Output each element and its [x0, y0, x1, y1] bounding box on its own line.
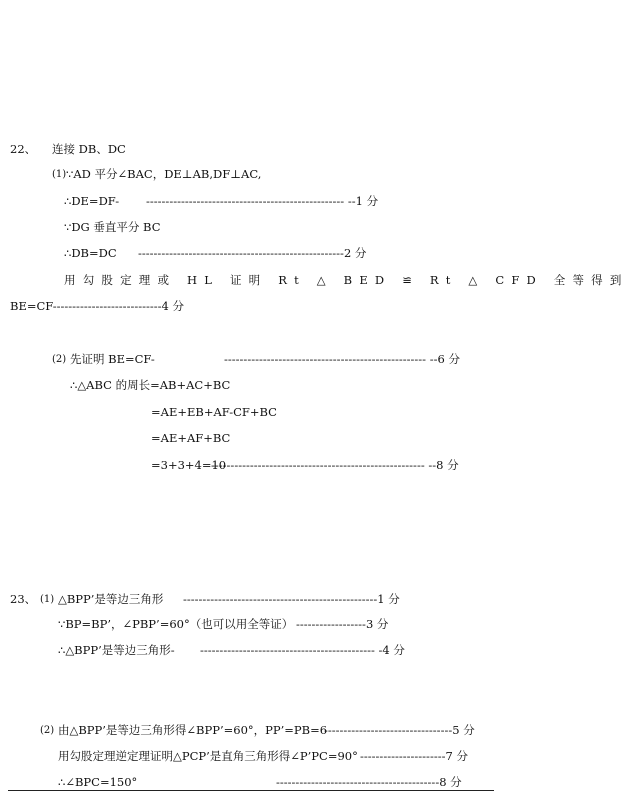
- q23-part2-mark: (2): [40, 725, 55, 736]
- q23-part2-line2-score: ----------------------7 分: [360, 749, 468, 763]
- q22-part2-mark: (2): [52, 354, 67, 365]
- q23-part1-mark: (1): [40, 594, 55, 605]
- q23-part2-line1-score: ---------------------------------5 分: [324, 723, 475, 737]
- q22-number: 22、: [10, 142, 37, 156]
- q22-intro: 连接 DB、DC: [52, 142, 126, 156]
- q22-part2-line3: =AE+EB+AF-CF+BC: [151, 405, 277, 419]
- q22-part2-line4: =AE+AF+BC: [151, 431, 231, 445]
- q22-part2-line1-score: ---------------------------------------------------- --6 分: [224, 352, 460, 366]
- q23-part1-line3: ∴△BPP’是等边三角形-: [58, 643, 175, 657]
- q22-part2-line5: =3+3+4=10: [151, 458, 227, 472]
- q23-part2-line2: 用勾股定理逆定理证明△PCP’是直角三角形得∠P’PC=90°: [58, 749, 358, 763]
- q23-part1-line3-score: --------------------------------------------- -4 分: [200, 643, 405, 657]
- q22-part2-line1: 先证明 BE=CF-: [70, 352, 155, 366]
- q23-part2-line3-score: ------------------------------------------8 分: [276, 775, 462, 789]
- q23-part1-line2-score: ------------------3 分: [296, 617, 389, 631]
- q22-part1-line1: ∵AD 平分∠BAC，DE⊥AB,DF⊥AC,: [66, 167, 262, 181]
- q22-part2-line2: ∴△ABC 的周长=AB+AC+BC: [70, 378, 231, 392]
- q23-part2-line1: 由△BPP’是等边三角形得∠BPP’=60°，PP’=PB=6: [58, 723, 328, 737]
- q22-part2-line5-score: ------------------------------------------------------- --8 分: [211, 458, 459, 472]
- q22-part1-line4-score: -----------------------------------------------------2 分: [138, 246, 367, 260]
- q22-part1-line6: BE=CF----------------------------4 分: [10, 299, 185, 313]
- q22-part1-line5: 用勾股定理或 HL 证明 Rt △ BED ≌ Rt △ CFD 全等得到: [64, 273, 629, 287]
- q23-part2-line3: ∴∠BPC=150°: [58, 775, 138, 789]
- q22-part1-line4: ∴DB=DC: [64, 246, 117, 260]
- q23-part1-line1-score: --------------------------------------------------1 分: [183, 592, 400, 606]
- q22-part1-line2: ∴DE=DF-: [64, 194, 120, 208]
- q23-number: 23、: [10, 592, 37, 606]
- q22-part1-mark: (1): [52, 169, 67, 180]
- q22-part1-line3: ∵DG 垂直平分 BC: [64, 220, 161, 234]
- q23-part1-line1: △BPP’是等边三角形: [58, 592, 164, 606]
- q22-part1-line2-score: --------------------------------------------------- --1 分: [146, 194, 379, 208]
- q23-part1-line2: ∵BP=BP’，∠PBP’=60°（也可以用全等证）: [58, 617, 294, 631]
- bottom-divider: [8, 790, 494, 791]
